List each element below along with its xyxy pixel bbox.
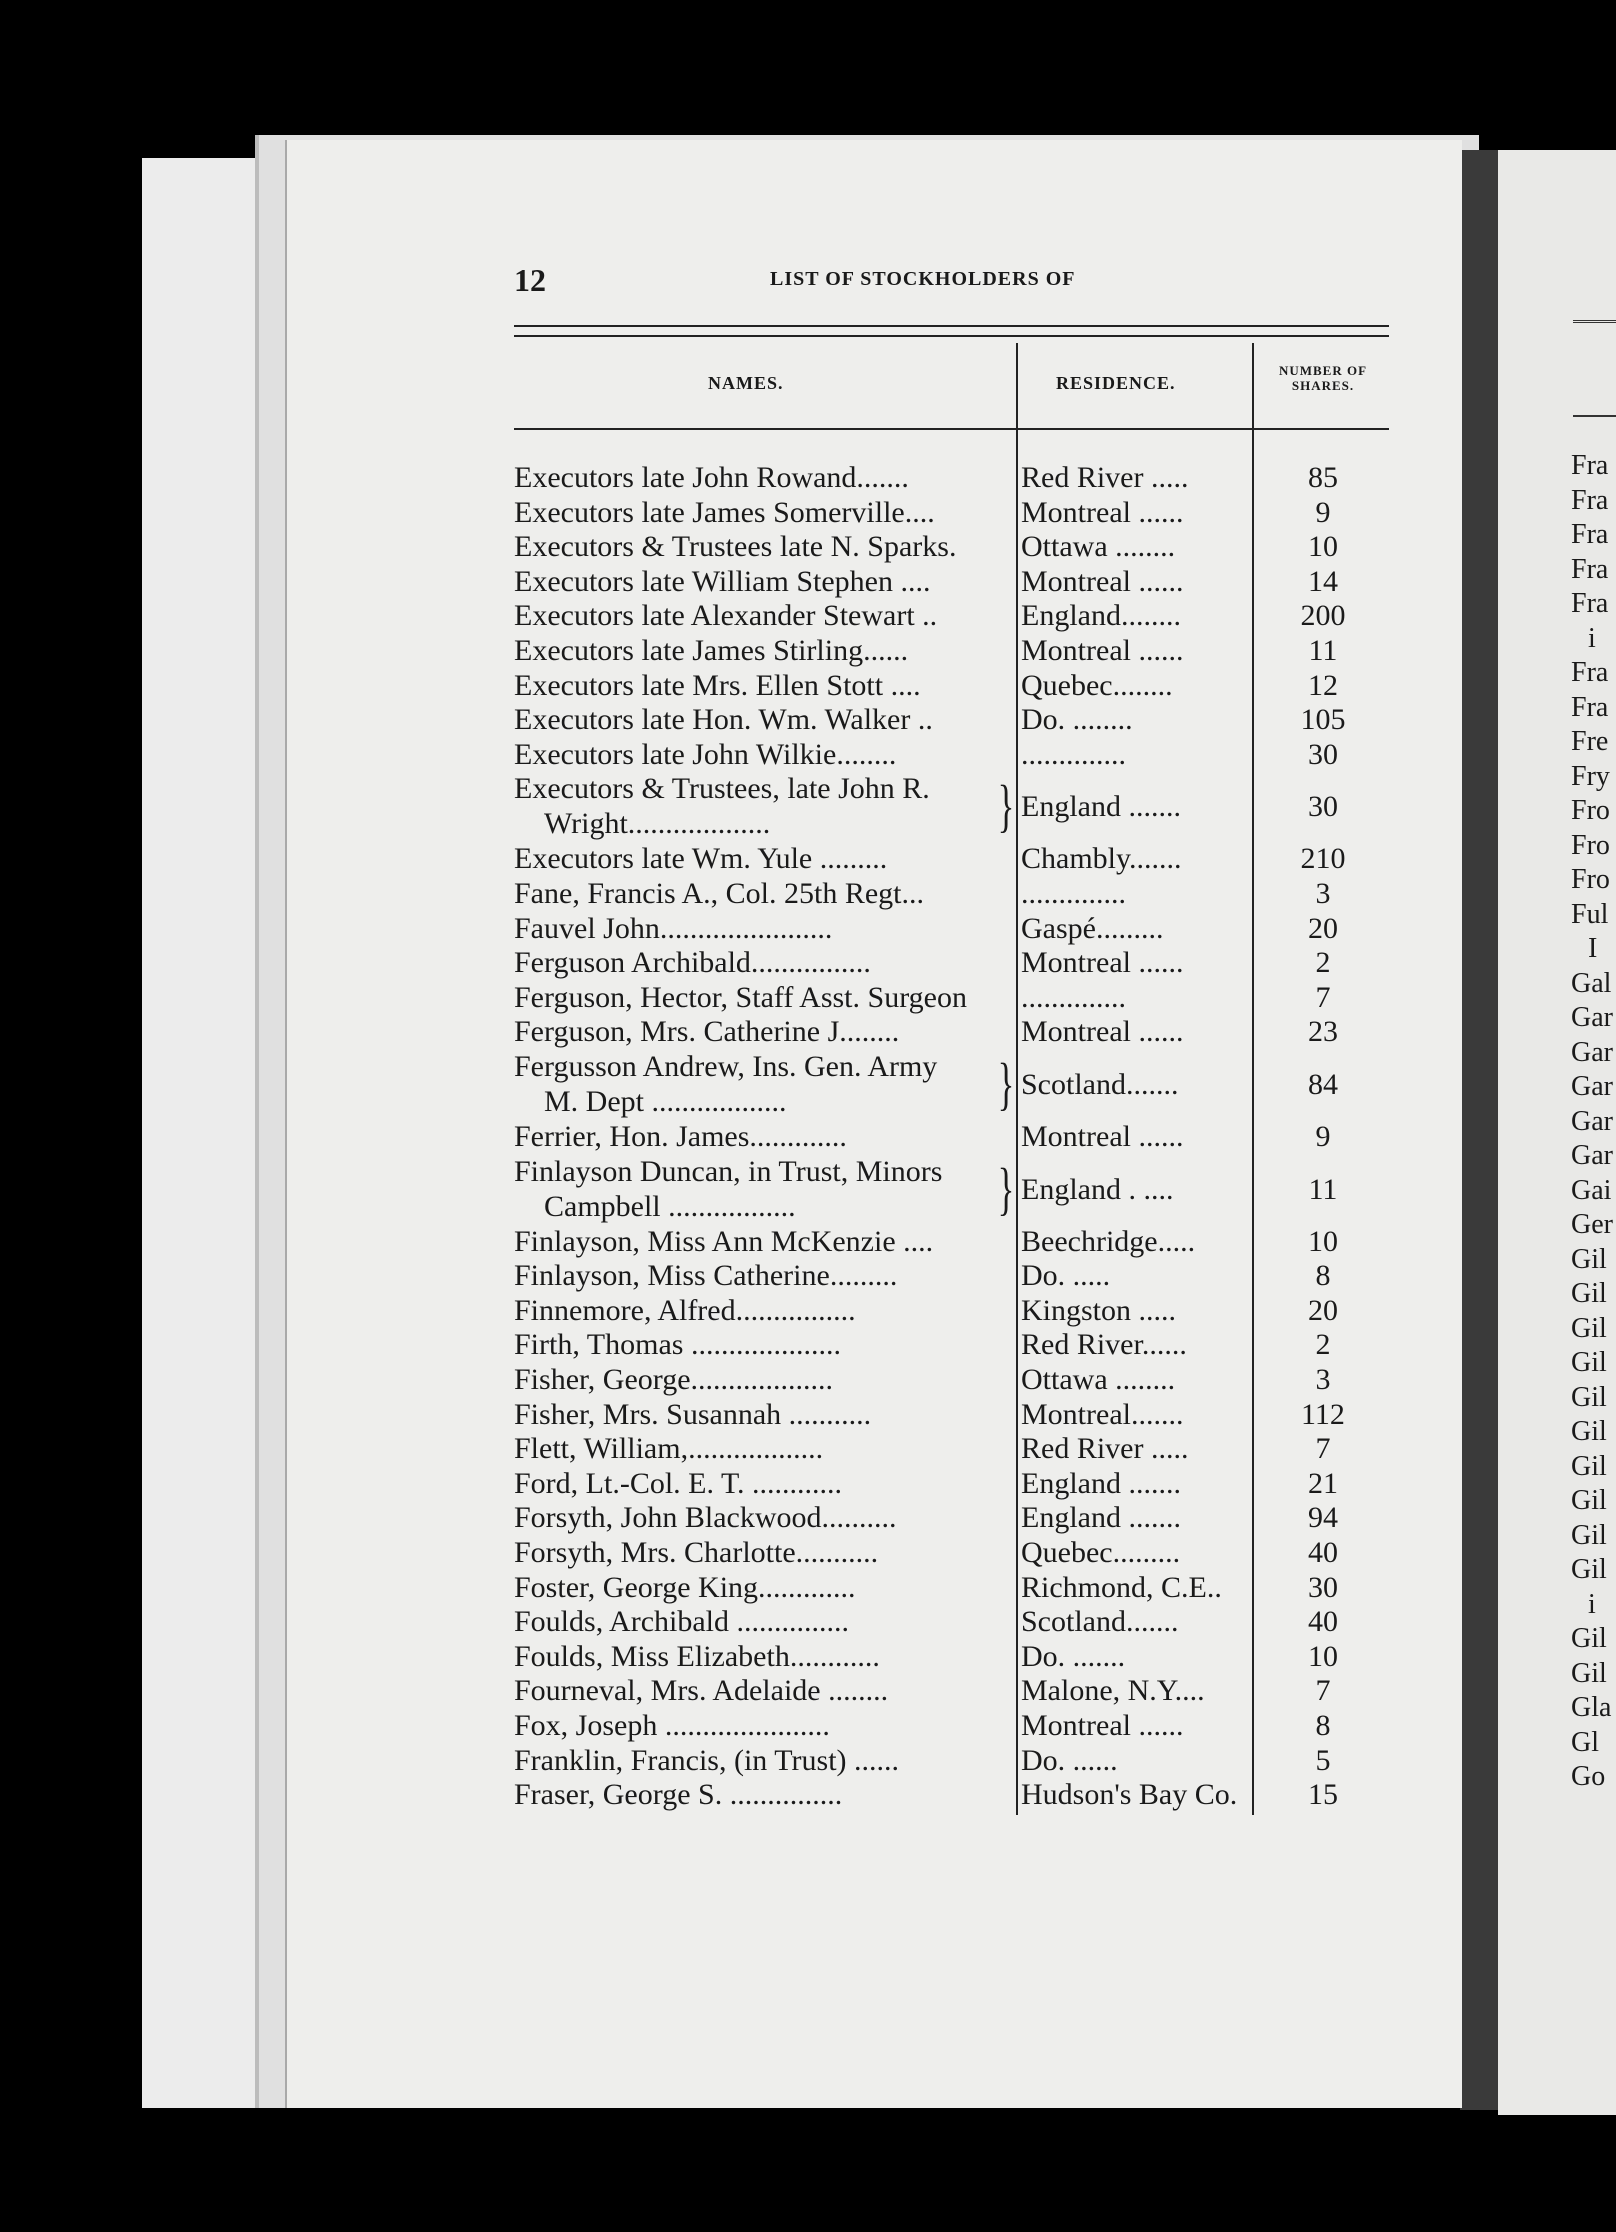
number-of-shares: 200 <box>1300 599 1346 633</box>
table-row <box>514 1570 1389 1605</box>
residence: Ottawa ........ <box>1021 530 1176 564</box>
number-of-shares: 210 <box>1300 842 1346 876</box>
table-row <box>514 1604 1389 1639</box>
table-row <box>514 1431 1389 1466</box>
number-of-shares: 112 <box>1301 1397 1345 1431</box>
number-of-shares: 21 <box>1308 1466 1338 1500</box>
facing-page-fragment: Fra <box>1571 657 1609 688</box>
table-row <box>514 1327 1389 1362</box>
table-row <box>514 1293 1389 1328</box>
table-row <box>514 1535 1389 1570</box>
facing-page-fragment: Gil <box>1571 1381 1607 1413</box>
facing-page-fragment: Gil <box>1571 1416 1607 1447</box>
residence: Beechridge..... <box>1021 1224 1196 1258</box>
stockholder-name: Fisher, Mrs. Susannah ........... <box>514 1397 872 1431</box>
number-of-shares: 23 <box>1308 1015 1338 1049</box>
table-row <box>514 1154 1389 1224</box>
table-row <box>514 737 1389 772</box>
residence: Gaspé......... <box>1021 911 1164 945</box>
facing-page-fragment: Ful <box>1571 898 1609 930</box>
stockholder-name: Executors late Mrs. Ellen Stott .... <box>514 668 921 702</box>
stockholder-name: Executors late John Wilkie........ <box>514 737 897 771</box>
number-of-shares: 7 <box>1315 1432 1331 1466</box>
number-of-shares: 5 <box>1315 1743 1331 1777</box>
column-header-shares-line2: SHARES. <box>1291 378 1355 393</box>
number-of-shares: 40 <box>1308 1536 1338 1569</box>
number-of-shares: 30 <box>1308 737 1338 771</box>
facing-page-fragment: Gil <box>1571 1657 1607 1689</box>
number-of-shares: 7 <box>1315 1674 1331 1708</box>
table-row <box>514 1014 1389 1049</box>
residence: Montreal ...... <box>1021 1120 1184 1153</box>
brace-mark: } <box>997 1155 1015 1221</box>
stockholders-table <box>514 325 1389 1815</box>
residence: Scotland....... <box>1021 1605 1179 1639</box>
facing-page-fragment: Gil <box>1571 1278 1607 1309</box>
table-row <box>514 1397 1389 1432</box>
number-of-shares: 85 <box>1308 461 1338 494</box>
residence: Ottawa ........ <box>1021 1363 1176 1396</box>
number-of-shares: 10 <box>1308 530 1338 564</box>
table-row <box>514 771 1389 841</box>
number-of-shares: 40 <box>1308 1605 1338 1639</box>
facing-page-fragment: Gai <box>1571 1174 1612 1206</box>
facing-page-fragment: Fra <box>1571 519 1609 550</box>
facing-page-fragment: Gil <box>1571 1554 1607 1585</box>
facing-page-fragment: Fra <box>1571 588 1609 619</box>
residence: .............. <box>1021 877 1126 910</box>
table-row <box>514 1224 1389 1259</box>
facing-page-fragment: Fro <box>1571 829 1610 861</box>
running-title: LIST OF STOCKHOLDERS OF <box>770 268 1076 290</box>
table-row <box>514 911 1389 946</box>
number-of-shares: 20 <box>1308 1293 1338 1327</box>
facing-page-fragment: i <box>1588 622 1596 654</box>
residence: Montreal ...... <box>1021 1709 1184 1742</box>
facing-page-fragment: Fra <box>1571 450 1609 481</box>
stockholder-name: Finnemore, Alfred................ <box>514 1293 856 1327</box>
facing-page-fragment: Ger <box>1571 1209 1613 1240</box>
number-of-shares: 11 <box>1308 634 1338 667</box>
table-row <box>514 529 1389 564</box>
facing-page-fragment: Go <box>1571 1761 1606 1792</box>
table-row <box>514 598 1389 633</box>
table-row <box>514 1673 1389 1708</box>
stockholder-name: Firth, Thomas .................... <box>514 1328 841 1362</box>
facing-page-fragment: Gar <box>1571 1105 1613 1137</box>
table-row <box>514 980 1389 1015</box>
number-of-shares: 12 <box>1308 668 1338 702</box>
stockholder-name: Fauvel John....................... <box>514 911 833 945</box>
stockholder-name: Executors late James Stirling...... <box>514 634 909 667</box>
table-row <box>514 702 1389 737</box>
residence: England ....... <box>1021 1501 1181 1535</box>
stockholder-name: Executors & Trustees late N. Sparks. <box>514 530 957 564</box>
residence: Montreal ...... <box>1021 564 1184 598</box>
facing-page-fragment: Fro <box>1571 795 1610 826</box>
facing-page-fragment: Fro <box>1571 864 1610 895</box>
residence: England........ <box>1021 599 1181 633</box>
table-row <box>514 668 1389 703</box>
number-of-shares: 10 <box>1308 1224 1338 1258</box>
stockholder-name: Ferguson Archibald................ <box>514 946 871 980</box>
stockholder-name: Ferguson, Hector, Staff Asst. Surgeon <box>514 980 967 1014</box>
table-row <box>514 945 1389 980</box>
table-row <box>514 564 1389 599</box>
facing-page-fragment: Gla <box>1571 1692 1612 1723</box>
stockholder-name: Executors & Trustees, late John R. <box>514 772 930 806</box>
table-row <box>514 633 1389 668</box>
residence: Quebec......... <box>1021 1536 1181 1569</box>
residence: Hudson's Bay Co. <box>1021 1778 1238 1812</box>
residence: Do. ....... <box>1021 1639 1126 1673</box>
number-of-shares: 105 <box>1300 703 1346 737</box>
table-row <box>514 841 1389 876</box>
facing-page-fragment: Fra <box>1571 553 1609 585</box>
number-of-shares: 10 <box>1308 1639 1338 1673</box>
stockholder-name: Executors late William Stephen .... <box>514 564 931 598</box>
residence: Montreal ...... <box>1021 1015 1184 1049</box>
stockholder-name: Flett, William,.................. <box>514 1432 824 1466</box>
facing-page-fragment: Gl <box>1571 1726 1599 1758</box>
residence: England ....... <box>1021 1466 1181 1500</box>
residence: Montreal ...... <box>1021 946 1184 980</box>
residence: Kingston ..... <box>1021 1293 1177 1327</box>
table-row <box>514 1708 1389 1743</box>
brace-mark: } <box>997 773 1015 839</box>
residence: Richmond, C.E.. <box>1021 1570 1222 1604</box>
residence: Montreal ...... <box>1021 495 1184 529</box>
residence: Do. ..... <box>1021 1259 1111 1293</box>
residence: .............. <box>1021 980 1126 1014</box>
facing-page-fragment: Gar <box>1571 1036 1613 1068</box>
residence: Red River ..... <box>1021 461 1189 494</box>
stockholder-name: Fraser, George S. ............... <box>514 1778 843 1812</box>
table-row <box>514 495 1389 530</box>
stockholder-name: Executors late James Somerville.... <box>514 495 935 529</box>
table-row <box>514 1743 1389 1778</box>
stockholder-name: Forsyth, John Blackwood.......... <box>514 1501 897 1535</box>
number-of-shares: 8 <box>1315 1259 1331 1293</box>
facing-page-fragment: Gil <box>1571 1519 1607 1551</box>
residence: Red River ..... <box>1021 1432 1189 1466</box>
facing-page-header-rule <box>1573 415 1616 417</box>
number-of-shares: 30 <box>1308 790 1338 824</box>
table-top-double-rule <box>514 325 1389 337</box>
number-of-shares: 11 <box>1308 1172 1338 1206</box>
facing-page-fragment: i <box>1588 1588 1596 1620</box>
number-of-shares: 9 <box>1315 495 1331 529</box>
stockholder-name: Fox, Joseph ...................... <box>514 1709 830 1742</box>
stockholder-name: Finlayson, Miss Catherine......... <box>514 1259 898 1293</box>
residence: Scotland....... <box>1021 1068 1179 1101</box>
number-of-shares: 15 <box>1308 1778 1338 1812</box>
stockholder-name-continued: Campbell ................. <box>544 1189 796 1223</box>
column-header-shares <box>1257 363 1389 393</box>
brace-mark: } <box>997 1051 1015 1116</box>
column-header-residence: RESIDENCE. <box>1056 373 1176 393</box>
stockholder-name: Executors late Hon. Wm. Walker .. <box>514 703 933 737</box>
column-header-shares-line1: NUMBER OF <box>1278 363 1368 378</box>
number-of-shares: 30 <box>1308 1570 1338 1604</box>
table-row <box>514 1500 1389 1535</box>
facing-page-double-rule <box>1573 320 1616 323</box>
header-bottom-rule <box>514 428 1389 430</box>
facing-page-fragment: Gar <box>1571 1002 1613 1033</box>
residence: Red River...... <box>1021 1328 1187 1362</box>
stockholder-name: Fisher, George................... <box>514 1363 834 1396</box>
facing-page-fragment: Gil <box>1571 1450 1607 1482</box>
stockholder-name: Fourneval, Mrs. Adelaide ........ <box>514 1674 889 1708</box>
number-of-shares: 84 <box>1308 1068 1338 1101</box>
number-of-shares: 20 <box>1308 911 1338 945</box>
number-of-shares: 94 <box>1308 1501 1338 1535</box>
facing-page-fragment: Fre <box>1571 726 1609 757</box>
number-of-shares: 2 <box>1315 1328 1331 1362</box>
residence: England ....... <box>1021 790 1181 824</box>
page-header <box>514 262 1384 298</box>
facing-page-fragment: Gil <box>1571 1485 1607 1516</box>
page-number: 12 <box>514 262 546 298</box>
facing-page-fragment: Fra <box>1571 691 1609 723</box>
stockholder-name: Foster, George King............. <box>514 1570 856 1604</box>
table-row <box>514 460 1389 495</box>
number-of-shares: 2 <box>1315 946 1331 980</box>
table-row <box>514 876 1389 911</box>
residence: .............. <box>1021 737 1126 771</box>
residence: Malone, N.Y.... <box>1021 1674 1205 1708</box>
residence: England . .... <box>1021 1172 1174 1206</box>
stockholder-name: Ferguson, Mrs. Catherine J........ <box>514 1015 900 1049</box>
facing-page-fragment: I <box>1588 933 1598 964</box>
table-row <box>514 1119 1389 1154</box>
number-of-shares: 7 <box>1315 980 1331 1014</box>
residence: Montreal....... <box>1021 1397 1184 1431</box>
residence: Montreal ...... <box>1021 634 1184 667</box>
stockholder-name: Ferrier, Hon. James............. <box>514 1120 847 1153</box>
stockholder-name: Executors late Alexander Stewart .. <box>514 599 938 633</box>
column-header-names: NAMES. <box>708 373 784 393</box>
table-row <box>514 1777 1389 1812</box>
facing-page-fragment: Fry <box>1571 760 1610 792</box>
table-row <box>514 1049 1389 1119</box>
stockholder-name: Executors late John Rowand....... <box>514 461 909 494</box>
number-of-shares: 14 <box>1308 564 1338 598</box>
stockholder-name: Fane, Francis A., Col. 25th Regt... <box>514 877 924 910</box>
stockholder-name-continued: M. Dept .................. <box>544 1085 787 1118</box>
facing-page-fragment: Gil <box>1571 1243 1607 1275</box>
table-row <box>514 1466 1389 1501</box>
residence: Do. ........ <box>1021 703 1133 737</box>
number-of-shares: 8 <box>1315 1709 1331 1742</box>
stockholder-name-continued: Wright................... <box>544 807 771 841</box>
stockholder-name: Foulds, Miss Elizabeth............ <box>514 1639 880 1673</box>
table-row <box>514 1258 1389 1293</box>
page-gutter-shadow <box>1460 150 1498 2110</box>
table-row <box>514 1362 1389 1397</box>
facing-page-fragment: Gal <box>1571 967 1612 999</box>
number-of-shares: 3 <box>1315 1363 1331 1396</box>
stockholder-name: Franklin, Francis, (in Trust) ...... <box>514 1743 900 1777</box>
facing-page-fragment: Gil <box>1571 1312 1607 1344</box>
stockholder-name: Ford, Lt.-Col. E. T. ............ <box>514 1466 843 1500</box>
stockholder-name: Foulds, Archibald ............... <box>514 1605 849 1639</box>
stockholder-name: Fergusson Andrew, Ins. Gen. Army <box>514 1050 938 1083</box>
facing-page-fragment: Fra <box>1571 484 1609 516</box>
facing-page <box>1498 150 1616 2115</box>
number-of-shares: 9 <box>1315 1120 1331 1153</box>
facing-page-fragment: Gil <box>1571 1623 1607 1654</box>
stockholder-name: Finlayson Duncan, in Trust, Minors <box>514 1154 943 1188</box>
residence: Chambly....... <box>1021 842 1182 876</box>
table-row <box>514 1639 1389 1674</box>
residence: Quebec........ <box>1021 668 1173 702</box>
number-of-shares: 3 <box>1315 877 1331 910</box>
residence: Do. ...... <box>1021 1743 1118 1777</box>
facing-page-fragment: Gar <box>1571 1140 1613 1171</box>
facing-page-fragment: Gar <box>1571 1071 1613 1102</box>
stockholder-name: Executors late Wm. Yule ......... <box>514 842 888 876</box>
facing-page-fragment: Gil <box>1571 1347 1607 1378</box>
stockholder-name: Finlayson, Miss Ann McKenzie .... <box>514 1224 934 1258</box>
stockholder-name: Forsyth, Mrs. Charlotte........... <box>514 1536 879 1569</box>
